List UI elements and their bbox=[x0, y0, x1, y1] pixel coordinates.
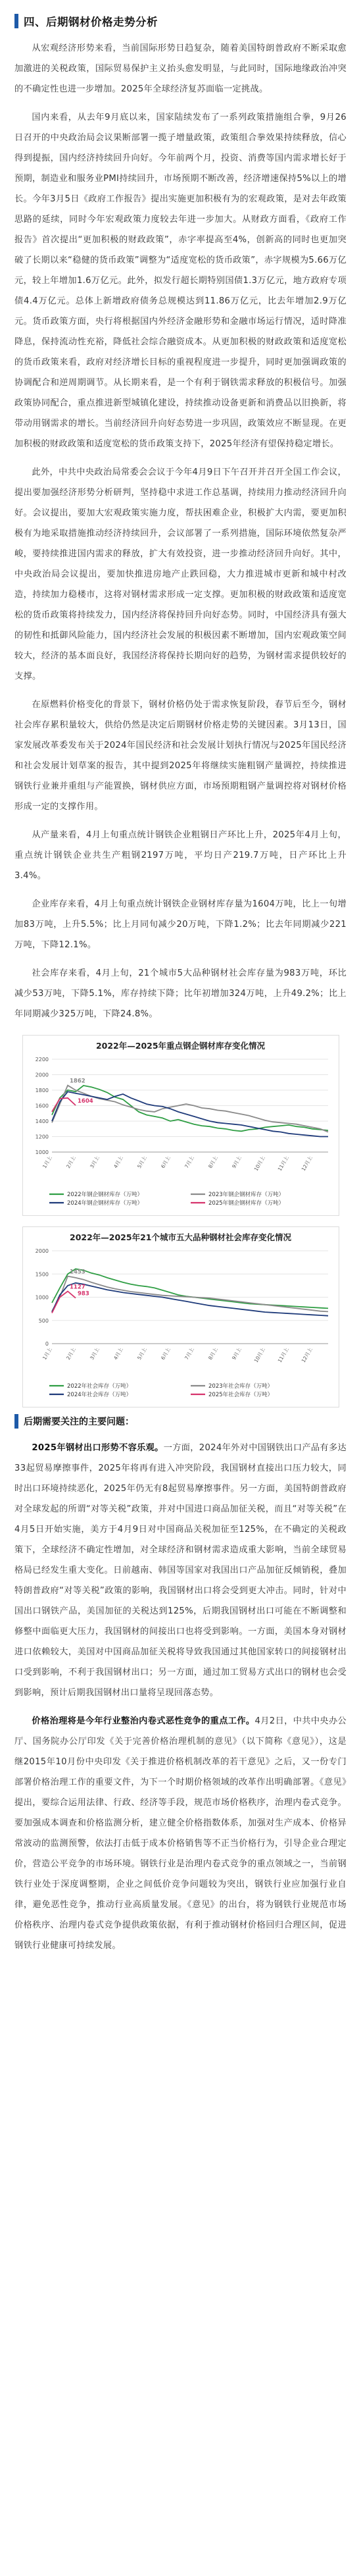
y-tick-label: 1000 bbox=[35, 1149, 49, 1155]
x-tick-label: 7月上 bbox=[183, 1155, 195, 1170]
paragraph-social-inventory: 社会库存来看，4月上旬，21个城市5大品种钢材社会库存量为983万吨，环比减少53万吨，下降5.1%，库存持续下降；比年初增加324万吨，上升49.2%；比上年同期减少325万吨，下降24.8%。 bbox=[14, 968, 347, 1019]
legend-label: 2025年社会库存（万吨） bbox=[208, 1392, 273, 1398]
x-tick-label: 12月上 bbox=[300, 1346, 314, 1364]
x-tick-label: 12月上 bbox=[300, 1155, 314, 1172]
section-bar-decoration bbox=[14, 1414, 18, 1429]
legend-label: 2023年社会库存（万吨） bbox=[208, 1383, 273, 1390]
series-line bbox=[52, 1283, 328, 1316]
data-label: 1453 bbox=[69, 1269, 85, 1276]
x-tick-label: 5月上 bbox=[135, 1346, 148, 1361]
x-tick-label: 8月上 bbox=[206, 1155, 219, 1170]
x-tick-label: 10月上 bbox=[253, 1155, 266, 1172]
series-line bbox=[52, 1098, 76, 1112]
x-tick-label: 4月上 bbox=[112, 1155, 124, 1170]
x-tick-label: 7月上 bbox=[183, 1346, 195, 1361]
x-tick-label: 9月上 bbox=[230, 1346, 243, 1361]
x-tick-label: 10月上 bbox=[253, 1346, 266, 1364]
section-header bbox=[14, 13, 347, 29]
paragraph-enterprise-inventory: 企业库存来看，4月上旬重点统计钢铁企业钢材库存量为1604万吨，比上一旬增加83万吨，上升5.5%；比上月同旬减少20万吨，下降1.2%；比去年同期减少221万吨，下降12.1%。 bbox=[14, 899, 347, 950]
y-tick-label: 2000 bbox=[35, 1248, 49, 1254]
chart-enterprise-inventory-plot bbox=[23, 1051, 337, 1213]
x-tick-label: 11月上 bbox=[276, 1346, 290, 1364]
series-line bbox=[52, 1086, 328, 1131]
y-tick-label: 2200 bbox=[35, 1057, 49, 1063]
subsection-header bbox=[14, 1414, 347, 1429]
paragraph-supply: 在原燃料价格变化的背景下，钢材价格仍处于需求恢复阶段，春节后至今，钢材社会库存累积量较大，供给仍然是决定后期钢材价格走势的关键因素。3月13日，国家发展改革委发布关于2024年国民经济和社会发展计划执行情况与2025年国民经济和社会发展计划草案的报告，其中提到2025年将继续实施粗钢产量调控，持续推进钢铁行业兼并重组与产能置换，钢材供应方面，市场预期粗钢产量调控将对钢材价格形成一定的支撑作用。 bbox=[14, 700, 347, 812]
y-tick-label: 2000 bbox=[35, 1072, 49, 1078]
x-tick-label: 9月上 bbox=[230, 1155, 243, 1170]
chart-social-inventory bbox=[22, 1226, 339, 1407]
x-tick-label: 3月上 bbox=[88, 1346, 101, 1361]
y-tick-label: 1400 bbox=[35, 1118, 49, 1124]
x-tick-label: 4月上 bbox=[112, 1346, 124, 1361]
x-tick-label: 2月上 bbox=[64, 1346, 77, 1361]
issue-price-governance bbox=[14, 1711, 347, 1956]
x-tick-label: 1月上 bbox=[41, 1346, 53, 1361]
issue-price-lead: 价格治理将是今年行业整治内卷式恶性竞争的重点工作。 bbox=[32, 1716, 255, 1726]
x-tick-label: 2月上 bbox=[64, 1155, 77, 1170]
legend-label: 2025年钢企钢材库存（万吨） bbox=[208, 1200, 284, 1207]
x-tick-label: 6月上 bbox=[159, 1346, 172, 1361]
x-tick-label: 8月上 bbox=[206, 1346, 219, 1361]
series-line bbox=[52, 1091, 328, 1136]
legend-label: 2023年钢企钢材库存（万吨） bbox=[208, 1192, 284, 1198]
paragraph-output: 从产量来看，4月上旬重点统计钢铁企业粗钢日产环比上升，2025年4月上旬，重点统计钢铁企业共生产粗钢2197万吨，平均日产219.7万吨，日产环比上升3.4%。 bbox=[14, 830, 347, 881]
y-tick-label: 1200 bbox=[35, 1134, 49, 1140]
issue-export bbox=[14, 1438, 347, 1703]
y-tick-label: 500 bbox=[38, 1317, 49, 1324]
data-label: 1604 bbox=[77, 1098, 93, 1105]
legend-label: 2022年社会库存（万吨） bbox=[66, 1383, 132, 1390]
x-tick-label: 11月上 bbox=[276, 1155, 290, 1172]
y-tick-label: 1600 bbox=[35, 1103, 49, 1109]
issue-price-text: 4月2日，中共中央办公厅、国务院办公厅印发《关于完善价格治理机制的意见》（以下简称《意见》），这是继2015年10月份中央印发《关于推进价格机制改革的若干意见》之后，又一份专门部署价格治理工作的重要文件，为下一个时期价格领域的改革作出明确部署。《意见》提出，要综合运用法律、行政、经济等手段，规范市场价格秩序，治理内卷式竞争。要加强成本调查和价格监测分析，建立健全价格指数体系，加强对生产成本、价格异常波动的监测预警，依法打击低于成本价格销售等不正当价格行为，引导企业合理定价，营造公平竞争的市场环境。钢铁行业是治理内卷式竞争的重点领域之一，当前钢铁行业处于深度调整期，企业之间低价竞争问题较为突出，钢铁行业应加强行业自律，避免恶性竞争，推动行业高质量发展。《意见》的出台，将为钢铁行业规范市场价格秩序、治理内卷式竞争提供政策依据，有利于推动钢材价格回归合理区间，促进钢铁行业健康可持续发展。 bbox=[14, 1716, 347, 1951]
y-tick-label: 1800 bbox=[35, 1088, 49, 1093]
x-tick-label: 1月上 bbox=[41, 1155, 53, 1170]
paragraph-macro-global: 从宏观经济形势来看，当前国际形势日趋复杂，随着美国特朗普政府不断采取愈加激进的关税政策，国际贸易保护主义抬头愈发明显，与此同时，国际地缘政治冲突的不确定性也进一步增加。2025年全球经济复苏面临一定挑战。 bbox=[14, 43, 347, 94]
x-tick-label: 3月上 bbox=[88, 1155, 101, 1170]
legend-label: 2024年社会库存（万吨） bbox=[66, 1392, 132, 1398]
paragraph-politburo: 此外，中共中央政治局常委会会议于今年4月9日下午召开并召开全国工作会议，提出要加强经济形势分析研判，坚持稳中求进工作总基调，持续用力推动经济回升向好。会议提出，要加大宏观政策实施力度，帮扶困难企业，积极扩大内需，要更加积极有为地采取措施推动经济持续回升，会议部署了一系列措施，国际环境依然复杂严峻，要持续推进国内需求的释放，扩大有效投资，进一步推动经济回升向好。其中，中央政治局会议提出，要加快推进房地产止跌回稳，大力推进城市更新和城中村改造，持续加力稳楼市，这将对钢材需求形成一定支撑。更加积极的财政政策和适度宽松的货币政策将持续发力，国内经济将保持回升向好态势。同时，中国经济具有强大的韧性和抵御风险能力，国内经济社会发展的积极因素不断增加，国内宏观政策空间较大，经济的基本面良好，我国经济将保持长期向好的趋势，为钢材需求提供较好的支撑。 bbox=[14, 467, 347, 681]
series-line bbox=[52, 1292, 76, 1313]
paragraph-macro-domestic: 国内来看，从去年9月底以来，国家陆续发布了一系列政策措施组合拳，9月26日召开的中央政治局会议果断部署一揽子增量政策，政策组合拳效果持续释放，信心得到提振，国内经济持续回升向好。今年前两个月，投资、消费等国内需求增长好于预期，制造业和服务业PMI持续回升，市场预期不断改善，经济增速保持5%以上的增长。今年3月5日《政府工作报告》提出实施更加积极有为的宏观政策，是对去年政策思路的延续，同时今年宏观政策力度较去年进一步加大。从财政方面看，《政府工作报告》首次提出“更加积极的财政政策”，赤字率提高至4%，创新高的同时也更加突破了长期以来“稳健的货币政策”调整为“适度宽松的货币政策”，赤字规模为5.66万亿元，较上年增加1.6万亿元。此外，拟发行超长期特别国债1.3万亿元，地方政府专项债4.4万亿元。总体上新增政府债务总规模达到11.86万亿元，比去年增加2.9万亿元。货币政策方面，央行将根据国内外经济金融形势和金融市场运行情况，适时降准降息，保持流动性充裕，降低社会综合融资成本。从更加积极的财政政策和适度宽松的货币政策来看，政府对经济增长目标的重视程度进一步提升，同时更加强调政策的协调配合和逆周期调节。从长期来看，是一个有利于钢铁需求释放的积极信号。加强政策协同配合，重点推进新型城镇化建设，持续推动设备更新和消费品以旧换新，将带动用钢需求的增长。当前经济回升向好态势进一步巩固，政策效应不断显现。在更加积极的财政政策和适度宽松的货币政策支持下，2025年经济有望保持稳定增长。 bbox=[14, 113, 347, 449]
x-tick-label: 6月上 bbox=[159, 1155, 172, 1170]
x-tick-label: 5月上 bbox=[135, 1155, 148, 1170]
data-label: 1127 bbox=[69, 1284, 85, 1291]
y-tick-label: 0 bbox=[45, 1341, 49, 1347]
chart-social-inventory-plot bbox=[23, 1243, 337, 1404]
chart-title: 2022年—2025年重点钢企钢材库存变化情况 bbox=[95, 1041, 266, 1051]
section-bar-decoration bbox=[14, 14, 18, 28]
chart-title: 2022年—2025年21个城市五大品种钢材社会库存变化情况 bbox=[70, 1232, 291, 1242]
y-tick-label: 1000 bbox=[35, 1294, 49, 1301]
subsection-title: 后期需要关注的主要问题： bbox=[24, 1417, 134, 1427]
y-tick-label: 1500 bbox=[35, 1271, 49, 1278]
legend-label: 2022年钢企钢材库存（万吨） bbox=[66, 1192, 143, 1198]
issue-export-text: 一方面，2024年外对中国钢铁出口产品有多达33起贸易摩擦事件，2025年将再有进入冲突阶段，我国钢材直接出口压力较大，同时出口环境持续恶化，2025年仍无有8起贸易摩擦事件。另一方面，美国特朗普政府对全球发起的所谓“对等关税”政策，并对中国进口商品加征关税，而且“对等关税”在4月5日开始实施，美方于4月9日对中国商品关税加征至125%，在不确定的关税政策下，全球经济不确定性增加，对全球经济和钢材需求造成重大影响，当前全球贸易格局已经发生重大变化。日前越南、韩国等国家对我国出口产品加征反倾销税，叠加特朗普政府“对等关税”政策的影响，我国钢材出口将会受到更大冲击。同时，针对中国出口钢铁产品，美国加征的关税达到125%，后期我国钢材出口可能在不断调整和修整中面临更大压力，我国钢材的间接出口也将受到影响。一方面，美国本身对钢材进口依赖较大，美国对中国商品加征关税将导致我国通过其他国家转口的间接钢材出口受到影响，不利于我国钢材出口；另一方面，通过加工贸易方式出口的钢材也会受到影响，预计后期我国钢材出口量将呈现回落态势。 bbox=[14, 1443, 347, 1698]
data-label: 983 bbox=[77, 1290, 89, 1298]
issue-export-lead: 2025年钢材出口形势不容乐观。 bbox=[32, 1443, 164, 1453]
data-label: 1862 bbox=[69, 1078, 85, 1085]
section-title: 四、后期钢材价格走势分析 bbox=[24, 16, 158, 28]
legend-label: 2024年钢企钢材库存（万吨） bbox=[66, 1200, 143, 1207]
chart-enterprise-inventory bbox=[22, 1035, 339, 1216]
